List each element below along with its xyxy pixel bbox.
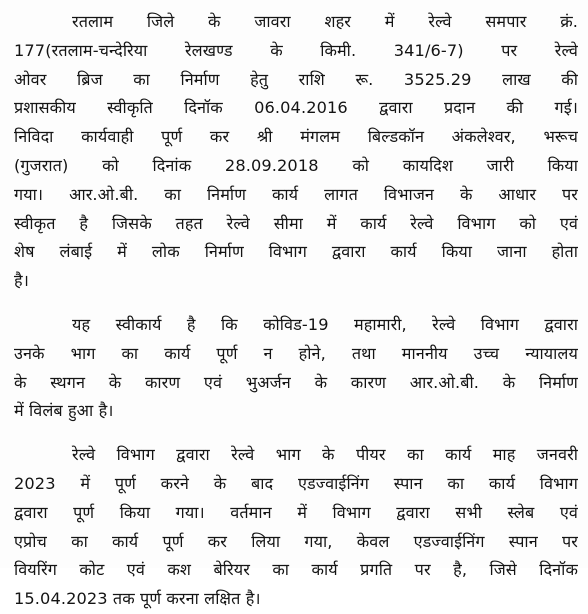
text-line: रेल्वे विभाग द्ववारा रेल्वे भाग के पीयर का कार्य माह जनवरी: [72, 445, 578, 465]
paragraph-rob-sanction: [14, 8, 578, 296]
text-line: के स्थगन के कारण एवं भुअर्जन के कारण आर.ओ.बी. के निर्माण: [14, 372, 578, 392]
text-line: उनके भाग का कार्य पूर्ण न होने, तथा माननीय उच्च न्यायालय: [14, 343, 578, 363]
text-line: 2023 में पूर्ण करने के बाद एडज्वाईनिंग स्पान का कार्य विभाग: [14, 473, 578, 493]
text-line: निविदा कार्यवाही पूर्ण कर श्री मंगलम बिल्डकॉन अंकलेश्वर, भरूच: [14, 127, 578, 147]
text-line: स्वीकृत है जिसके तहत रेल्वे सीमा में कार्य रेल्वे विभाग को एवं: [14, 213, 578, 233]
text-line: प्रशासकीय स्वीकृति दिनॉक 06.04.2016 द्ववारा प्रदान की गई।: [14, 98, 578, 118]
text-line: (गुजरात) को दिनांक 28.09.2018 को कायदिश जारी किया: [14, 155, 578, 175]
text-line: गया। आर.ओ.बी. का निर्माण कार्य लागत विभाजन के आधार पर: [14, 184, 578, 204]
text-line: ओवर ब्रिज का निर्माण हेतु राशि रू. 3525.29 लाख की: [14, 69, 578, 89]
text-line: शेष लंबाई में लोक निर्माण विभाग द्ववारा कार्य किया जाना होता: [14, 242, 578, 262]
text-line: में विलंब हुआ है।: [14, 401, 114, 421]
text-line: द्ववारा पूर्ण किया गया। वर्तमान में विभाग द्ववारा सभी स्लेब एवं: [14, 502, 578, 522]
text-line: 15.04.2023 तक पूर्ण करना लक्षित है।: [14, 589, 261, 609]
paragraph-delay-reasons: [14, 311, 578, 426]
paragraph-gap: [14, 296, 578, 311]
text-line: रतलाम जिले के जावरा शहर में रेल्वे समपार क्रं.: [72, 12, 578, 31]
text-line: यह स्वीकार्य है कि कोविड-19 महामारी, रेल्वे विभाग द्ववारा: [72, 314, 578, 334]
text-line: एप्रोच का कार्य पूर्ण कर लिया गया, केवल एडज्वाईनिंग स्पान पर: [14, 531, 578, 551]
paragraph-current-progress: [14, 441, 578, 614]
text-line: 177(रतलाम-चन्देरिया रेलखण्ड के किमी. 341/6-7) पर रेल्वे: [14, 40, 578, 60]
text-line: वियरिंग कोट एवं कश बेरियर का कार्य प्रगति पर है, जिसे दिनॉक: [14, 560, 578, 580]
text-line: है।: [14, 271, 29, 291]
paragraph-gap: [14, 426, 578, 441]
